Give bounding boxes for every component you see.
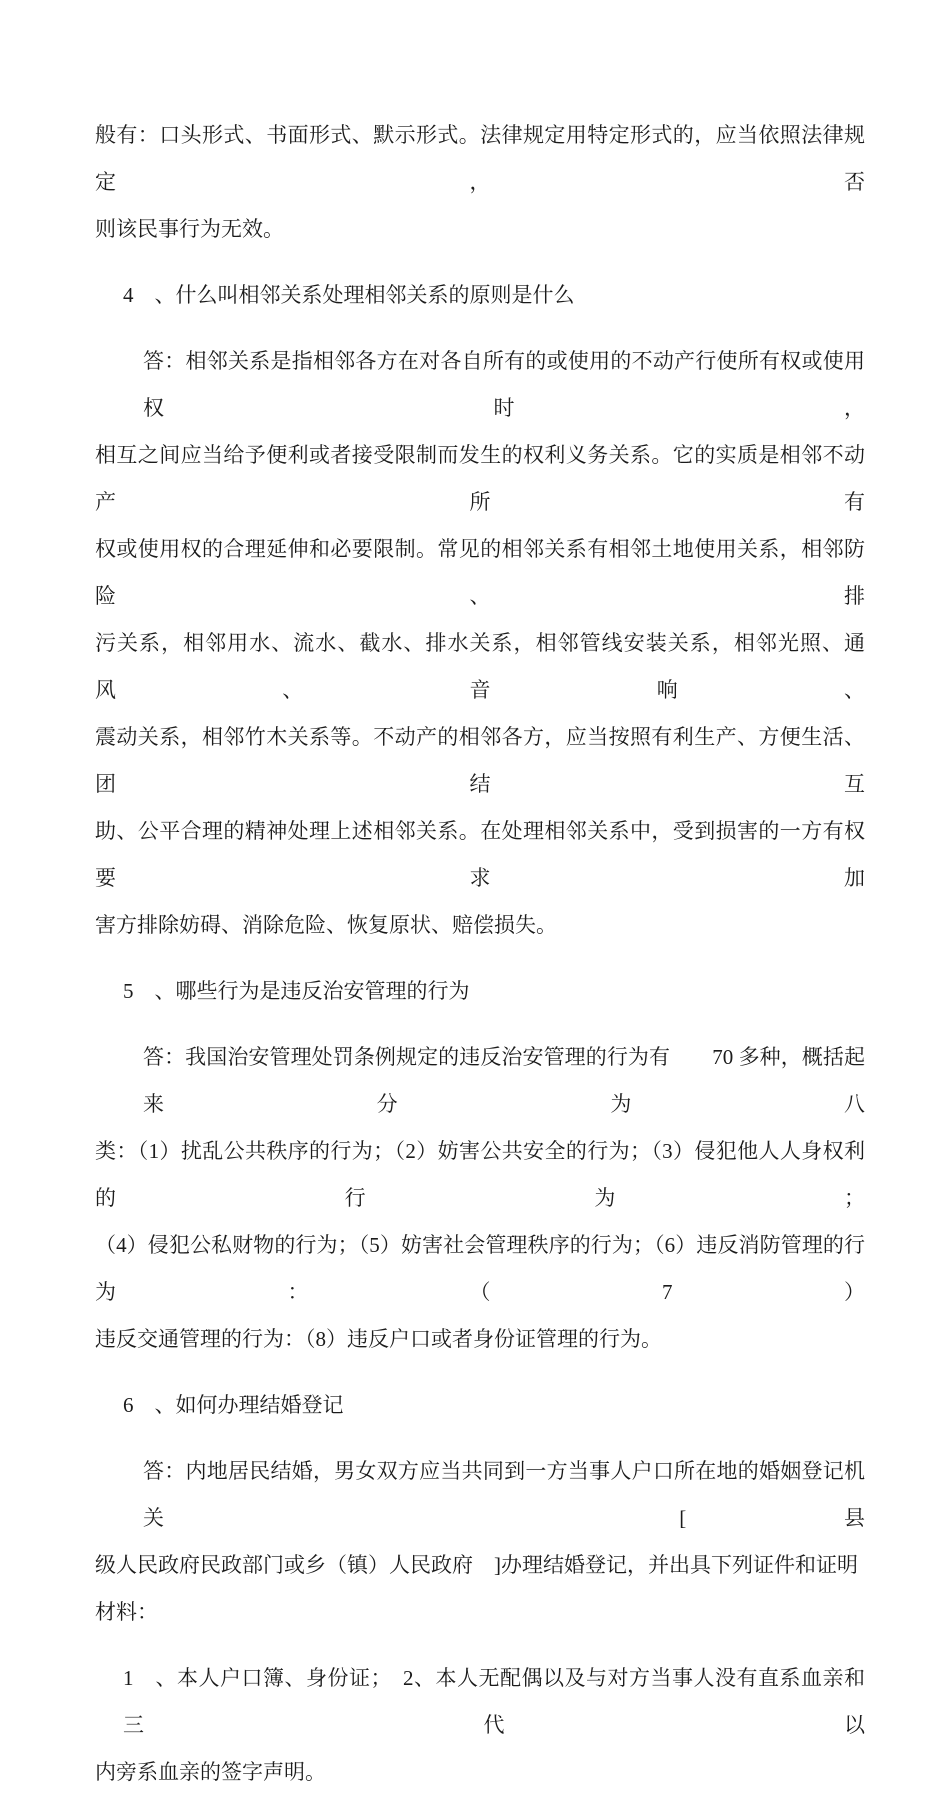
question-6-heading: [95, 1382, 865, 1429]
text-line: （4）侵犯公私财物的行为；（5）妨害社会管理秩序的行为；（6）违反消防管理的行为：（7）: [95, 1233, 865, 1304]
marriage-documents-item: [95, 1655, 865, 1796]
text-line: 助、公平合理的精神处理上述相邻关系。在处理相邻关系中，受到损害的一方有权要求加: [95, 819, 865, 890]
text-line: 害方排除妨碍、消除危险、恢复原状、赔偿损失。: [95, 913, 557, 937]
text-line: 1 、本人户口簿、身份证； 2、本人无配偶以及与对方当事人没有直系血亲和三代以: [123, 1666, 865, 1737]
text-line: 答：相邻关系是指相邻各方在对各自所有的或使用的不动产行使所有权或使用权时，: [143, 349, 865, 420]
question-4-heading: [95, 272, 865, 319]
text-line: 答：内地居民结婚，男女双方应当共同到一方当事人户口所在地的婚姻登记机关 [县: [143, 1459, 865, 1530]
text-line: 违反交通管理的行为：（8）违反户口或者身份证管理的行为。: [95, 1327, 662, 1351]
text-line: 则该民事行为无效。: [95, 217, 284, 241]
text-line: 般有：口头形式、书面形式、默示形式。法律规定用特定形式的，应当依照法律规定，否: [95, 123, 865, 194]
question-4-answer: [95, 338, 865, 949]
question-5-heading: [95, 968, 865, 1015]
heading-line: 4 、什么叫相邻关系处理相邻关系的原则是什么: [123, 283, 575, 307]
question-6-answer: [95, 1448, 865, 1636]
text-line: 相互之间应当给予便利或者接受限制而发生的权利义务关系。它的实质是相邻不动产所有: [95, 443, 865, 514]
text-line: 震动关系，相邻竹木关系等。不动产的相邻各方，应当按照有利生产、方便生活、团结互: [95, 725, 865, 796]
heading-line: 5 、哪些行为是违反治安管理的行为: [123, 979, 470, 1003]
text-line: 类：（1）扰乱公共秩序的行为；（2）妨害公共安全的行为；（3）侵犯他人人身权利的行为；: [95, 1139, 865, 1210]
question-5-answer: [95, 1034, 865, 1363]
heading-line: 6 、如何办理结婚登记: [123, 1393, 344, 1417]
text-line: 内旁系血亲的签字声明。: [95, 1760, 326, 1784]
text-line: 污关系，相邻用水、流水、截水、排水关系，相邻管线安装关系，相邻光照、通风、音响、: [95, 631, 865, 702]
text-line: 权或使用权的合理延伸和必要限制。常见的相邻关系有相邻土地使用关系，相邻防险、排: [95, 537, 865, 608]
continuation-paragraph: [95, 112, 865, 253]
text-line: 答：我国治安管理处罚条例规定的违反治安管理的行为有 70 多种，概括起来分为八: [143, 1045, 865, 1116]
text-line: 级人民政府民政部门或乡（镇）人民政府 ]办理结婚登记，并出具下列证件和证明材料：: [95, 1553, 858, 1624]
